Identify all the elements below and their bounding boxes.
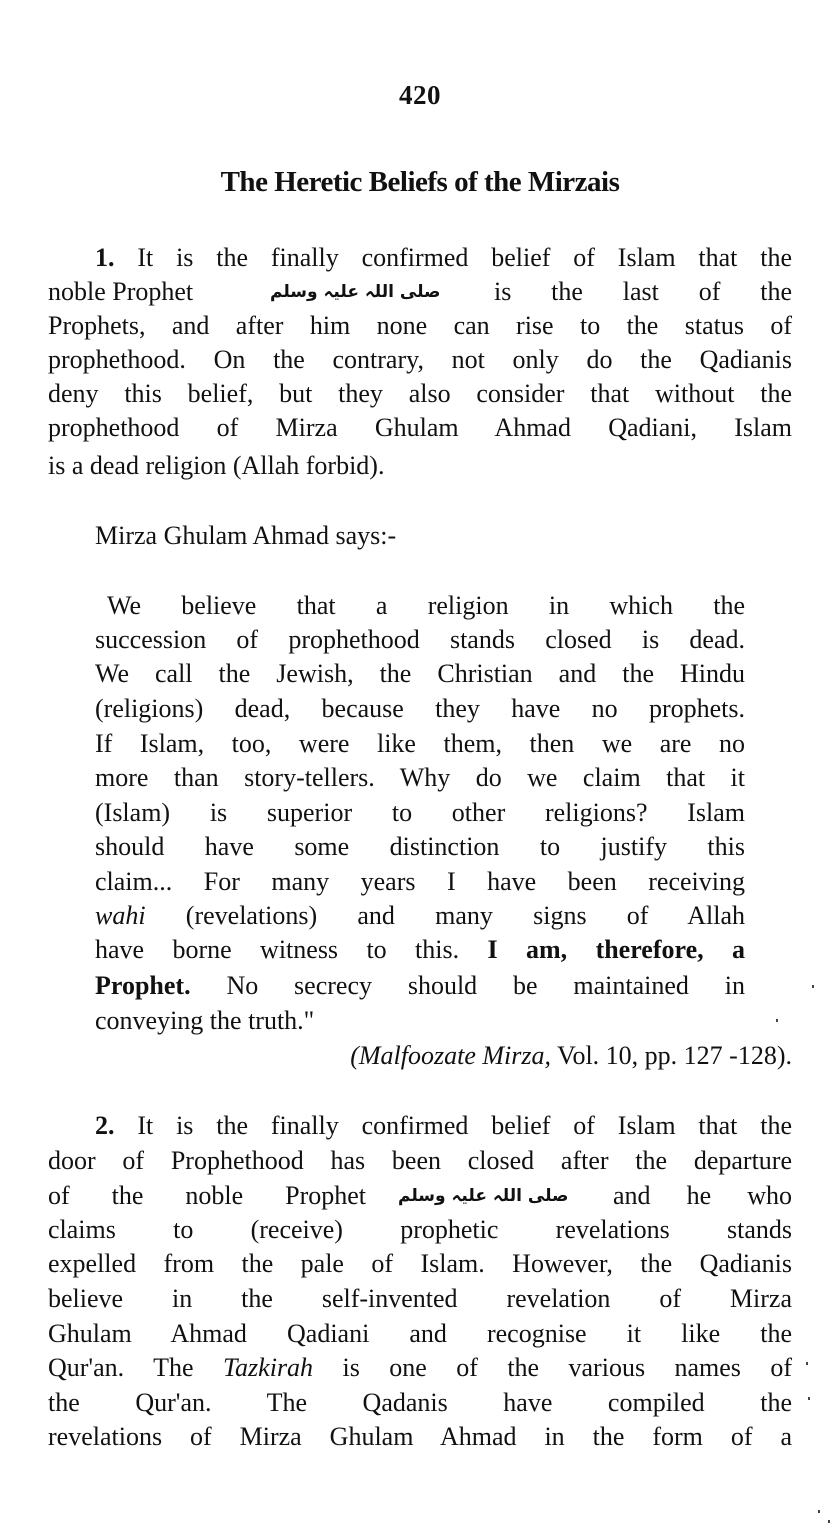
quote-line: should have some distinction to justify this [95, 832, 745, 861]
section-2-line-2: door of Prophethood has been closed after the departure [48, 1146, 792, 1175]
section-2-line-9: the Qur'an. The Qadanis have compiled the [48, 1388, 792, 1417]
section-1-line-1: 1. It is the finally confirmed belief of Islam that the [95, 243, 792, 272]
section-2-line-1: 2. It is the finally confirmed belief of Islam that the [95, 1111, 792, 1140]
section-2-line-10: revelations of Mirza Ghulam Ahmad in the form of a [48, 1422, 792, 1451]
section-1-line-7: is a dead religion (Allah forbid). [48, 451, 385, 480]
quote-line: (Islam) is superior to other religions? Islam [95, 798, 745, 827]
quote-line: have borne witness to this. I am, therefore, a [95, 935, 745, 964]
quote-line: (religions) dead, because they have no prophets. [95, 694, 745, 723]
section-2-line-6: believe in the self-invented revelation of Mirza [48, 1284, 792, 1313]
section-1-line-4: prophethood. On the contrary, not only do the Qadianis [48, 345, 792, 374]
page-title: The Heretic Beliefs of the Mirzais [220, 166, 620, 198]
quote-line: We call the Jewish, the Christian and the Hindu [95, 659, 745, 688]
section-2-line-7: Ghulam Ahmad Qadiani and recognise it like the [48, 1319, 792, 1348]
quote-line: conveying the truth." [95, 1006, 315, 1035]
reference-citation: (Malfoozate Mirza, Vol. 10, pp. 127 -128). [350, 1041, 792, 1070]
section-1-number: 1. [95, 243, 115, 272]
honorific-arabic: صلی اللہ علیہ وسلم [270, 282, 441, 302]
scan-speck [808, 1397, 810, 1400]
section-1-line-3: Prophets, and after him none can rise to the status of [48, 311, 792, 340]
scan-speck [776, 1019, 778, 1022]
section-2-line-5: expelled from the pale of Islam. However, the Qadianis [48, 1249, 792, 1278]
quote-line: succession of prophethood stands closed is dead. [95, 625, 745, 654]
section-2-line-4: claims to (receive) prophetic revelations stands [48, 1215, 792, 1244]
quote-line: wahi (revelations) and many signs of Allah [95, 901, 745, 930]
quote-intro: Mirza Ghulam Ahmad says:- [95, 521, 397, 550]
italic-term-tazkirah: Tazkirah [222, 1353, 314, 1382]
scan-speck [828, 1520, 830, 1523]
section-1-line-6: prophethood of Mirza Ghulam Ahmad Qadiani, Islam [48, 413, 792, 442]
italic-term-wahi: wahi [95, 901, 146, 930]
scan-speck [806, 1362, 808, 1365]
quote-line: Prophet. No secrecy should be maintained in [95, 971, 746, 1000]
honorific-arabic: صلی اللہ علیہ وسلم [398, 1186, 569, 1206]
quote-line: claim... For many years I have been receiving [95, 867, 745, 896]
section-1-line-5: deny this belief, but they also consider that without the [48, 379, 792, 408]
page-number: 420 [399, 80, 441, 110]
scan-speck [812, 985, 814, 988]
section-2-number: 2. [95, 1111, 115, 1140]
section-1-line-2: noble Prophet صلی اللہ علیہ وسلم is the last of the [48, 275, 792, 309]
quote-line: We believe that a religion in which the [107, 591, 745, 620]
section-2-line-3: of the noble Prophet صلی اللہ علیہ وسلم and he who [48, 1179, 792, 1213]
scan-speck [818, 1510, 820, 1513]
section-2-line-8: Qur'an. The Tazkirah is one of the various names of [48, 1353, 792, 1382]
quote-line: more than story-tellers. Why do we claim that it [95, 763, 745, 792]
quote-line: If Islam, too, were like them, then we are no [95, 729, 745, 758]
